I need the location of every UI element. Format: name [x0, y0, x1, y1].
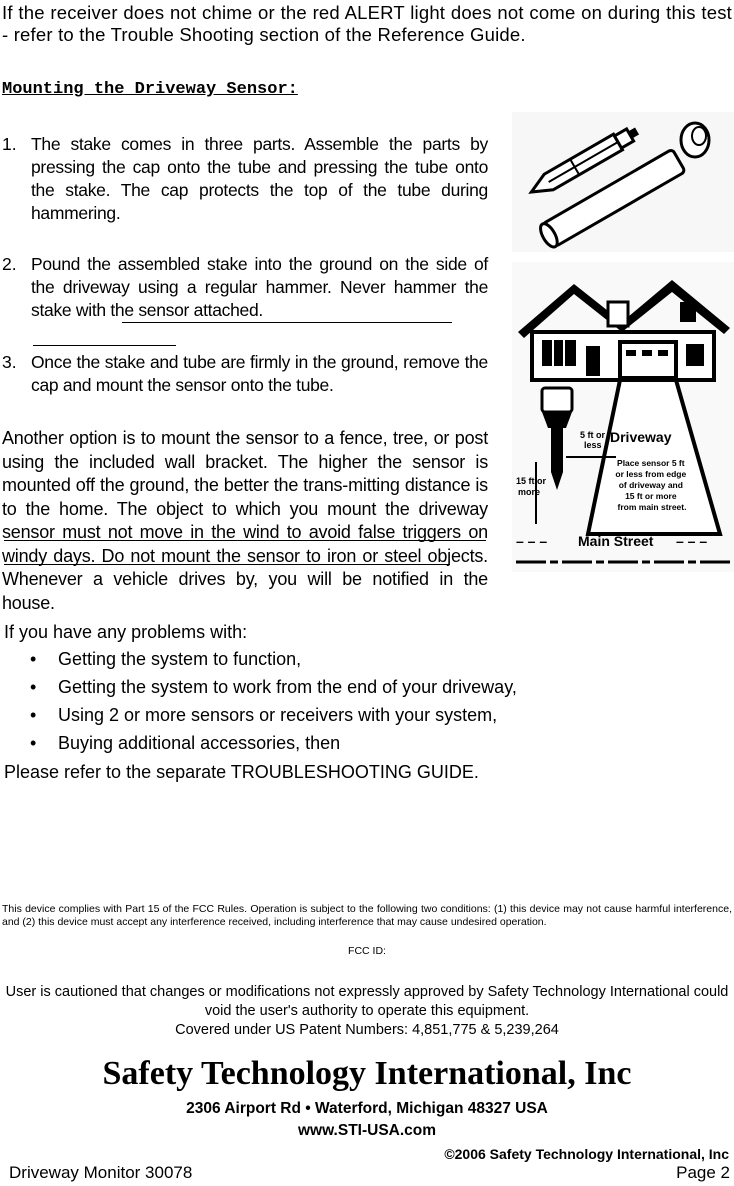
street-label: Main Street: [578, 533, 654, 549]
placement-instructions: Place sensor 5 ft or less from edge of driveway and 15 ft or more from main street.: [615, 458, 687, 512]
list-item-text: Getting the system to work from the end of your driveway,: [58, 677, 517, 697]
caution-block: [0, 983, 734, 1040]
footer-product: Driveway Monitor 30078: [9, 1163, 193, 1182]
step-text: Once the stake and tube are firmly in the ground, remove the cap and mount the sensor onto the tube.: [31, 352, 488, 395]
list-item-text: Getting the system to function,: [58, 649, 302, 669]
intro-paragraph: If the receiver does not chime or the red ALERT light does not come on during this test - refer to the Trouble Shooting section of the Reference Guide.: [2, 2, 732, 45]
short-distance-label: 5 ft or less: [580, 430, 606, 450]
street-dashes-right: – – –: [676, 533, 708, 549]
rule-line: [33, 345, 176, 346]
step-text: Pound the assembled stake into the ground on the side of the driveway using a regular hammer. Never hammer the stake with the sensor attached.: [31, 254, 488, 320]
street-dashes-left: – – –: [516, 533, 548, 549]
patent-text: Covered under US Patent Numbers: 4,851,775 & 5,239,264: [175, 1022, 559, 1038]
step-2: [2, 253, 488, 322]
fcc-id: FCC ID:: [348, 945, 386, 957]
company-name: Safety Technology International, Inc: [102, 1055, 632, 1092]
mounting-option-paragraph: Another option is to mount the sensor to a fence, tree, or post using the included wall bracket. The higher the sensor is mounted off the ground, the better the trans-mitting distance is to the home. The object to which you mount the driveway sensor must not move in the wind to avoid false triggers on windy days. Do not mount the sensor to iron or steel objects. Whenever a vehicle drives by, you will be notified in the house.: [2, 428, 488, 613]
rule-line: [122, 322, 452, 323]
placement-diagram: [512, 262, 734, 572]
cap-part: [681, 123, 709, 157]
step-number: 3.: [2, 352, 17, 372]
company-website: www.STI-USA.com: [297, 1122, 437, 1139]
long-distance-label: 15 ft or more: [516, 476, 547, 497]
driveway-label: Driveway: [610, 429, 672, 445]
section-heading: Mounting the Driveway Sensor:: [2, 80, 298, 99]
step-number: 1.: [2, 134, 17, 154]
list-item-text: Buying additional accessories, then: [58, 733, 341, 753]
problems-intro: If you have any problems with:: [4, 622, 248, 642]
troubleshooting-reference: Please refer to the separate TROUBLESHOOTING GUIDE.: [4, 762, 479, 782]
step-3: [2, 351, 488, 397]
stake-illustration: [512, 112, 734, 252]
copyright-notice: ©2006 Safety Technology International, Inc: [444, 1146, 729, 1162]
footer-page-number: Page 2: [676, 1163, 730, 1182]
step-number: 2.: [2, 254, 17, 274]
fcc-compliance-text: This device complies with Part 15 of the FCC Rules. Operation is subject to the following two conditions: (1) this device may not cause harmful interference, and (2) this device must accept any interference received, including interference that may cause undesired operation.: [2, 903, 732, 928]
step-text: The stake comes in three parts. Assemble the parts by pressing the cap onto the tube and pressing the tube onto the stake. The cap protects the top of the tube during hammering.: [31, 134, 488, 223]
bullet: •: [30, 733, 37, 753]
list-item-text: Using 2 or more sensors or receivers with your system,: [58, 705, 498, 725]
step-1: [2, 133, 488, 225]
bullet: •: [30, 705, 37, 725]
caution-text: User is cautioned that changes or modifications not expressly approved by Safety Technology International could void the user's authority to operate this equipment.: [5, 984, 729, 1019]
company-address: 2306 Airport Rd • Waterford, Michigan 48327 USA: [186, 1100, 548, 1117]
bullet: •: [30, 677, 37, 697]
bullet: •: [30, 649, 37, 669]
